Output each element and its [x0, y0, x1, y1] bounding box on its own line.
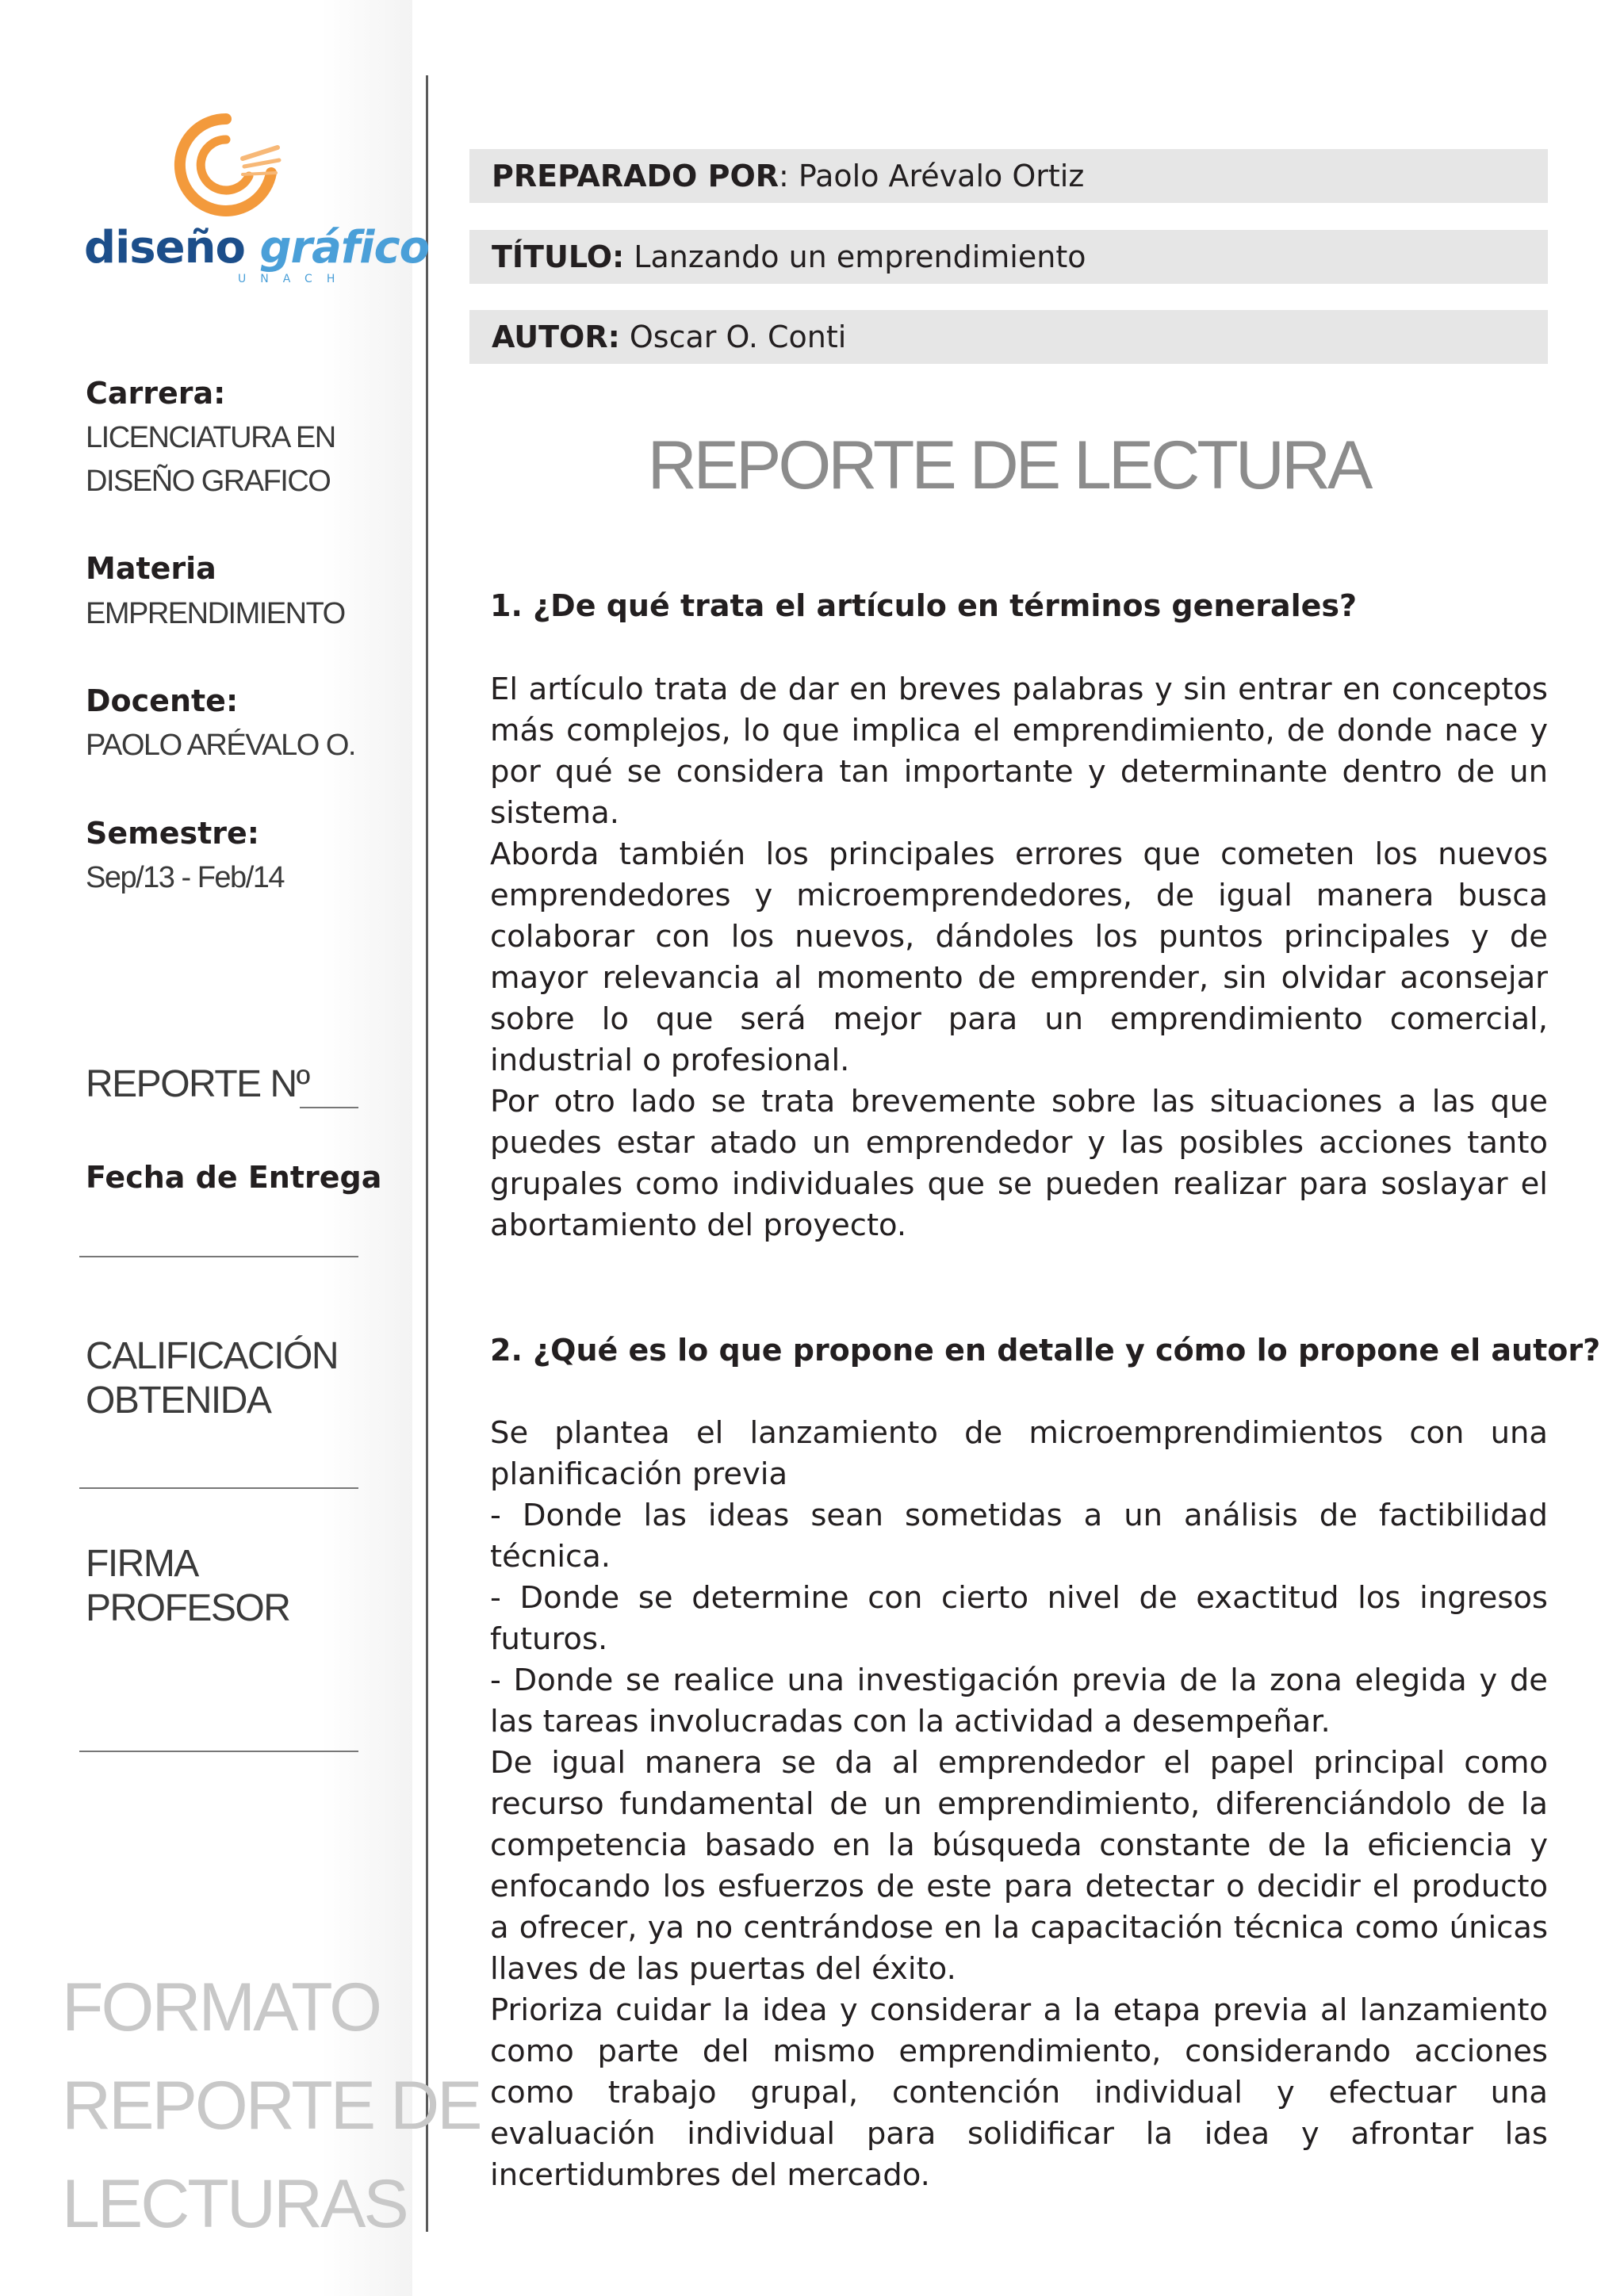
answer-2-paragraph: - Donde las ideas sean sometidas a un análisis de factibilidad técnica.: [490, 1498, 1548, 1575]
answer-2-paragraph: De igual manera se da al emprendedor el papel principal como recurso fundamental de un emprendimiento, diferenciándolo de la competencia basado en la búsqueda constante de la eficiencia y enfocando los esfuerzos de este para detectar o decidir el producto a ofrecer, ya no centrándose en la capacitación técnica como únicas llaves de las puertas del éxito.: [490, 1745, 1548, 1987]
firma-label-1: FIRMA: [86, 1543, 198, 1585]
carrera-value-1: LICENCIATURA EN: [86, 421, 335, 454]
titulo-bar: [469, 230, 1548, 284]
reporte-number-line: [300, 1107, 358, 1108]
sidebar-background: [0, 0, 412, 2296]
docente-value: PAOLO ARÉVALO O.: [86, 729, 355, 762]
preparado-label: PREPARADO POR: [492, 159, 779, 193]
docente-label: Docente:: [86, 683, 239, 718]
logo-word-1: diseño: [84, 222, 245, 274]
carrera-value-2: DISEÑO GRAFICO: [86, 465, 331, 498]
logo-swirl-icon: [167, 111, 285, 222]
firma-label-2: PROFESOR: [86, 1587, 290, 1629]
answer-1-paragraph: Por otro lado se trata brevemente sobre las situaciones a las que puedes estar atado un emprendedor y las posibles acciones tanto grupales como individuales que se pueden realizar para soslayar el abortamiento del proyecto.: [490, 1084, 1548, 1243]
logo: [79, 111, 430, 293]
vertical-divider: [426, 75, 428, 2232]
formato-line-2: REPORTE DE: [62, 2068, 481, 2144]
autor-bar: [469, 310, 1548, 364]
page-title: REPORTE DE LECTURA: [647, 427, 1370, 503]
semestre-value: Sep/13 - Feb/14: [86, 861, 285, 894]
question-2: 2. ¿Qué es lo que propone en detalle y cómo lo propone el autor?: [490, 1333, 1601, 1368]
logo-word-2: gráfico: [259, 222, 430, 274]
fecha-entrega-line: [79, 1256, 358, 1257]
autor-value: Oscar O. Conti: [619, 320, 847, 354]
preparado-value: : Paolo Arévalo Ortiz: [779, 159, 1085, 193]
materia-label: Materia: [86, 551, 216, 586]
answer-1-paragraph: El artículo trata de dar en breves palabras y sin entrar en conceptos más complejos, lo que implica el emprendimiento, de donde nace y por qué se considera tan importante y determinante dentro de un sistema.: [490, 672, 1548, 831]
formato-watermark: [62, 1958, 481, 2253]
answer-2-paragraph: - Donde se determine con cierto nivel de exactitud los ingresos futuros.: [490, 1580, 1548, 1657]
firma-line: [79, 1751, 358, 1752]
answer-1-paragraph: Aborda también los principales errores que cometen los nuevos emprendedores y microemprendedores, de igual manera busca colaborar con los nuevos, dándoles los puntos principales y de mayor relevancia al momento de emprender, sin olvidar aconsejar sobre lo que será mejor para un emprendimiento comercial, industrial o profesional.: [490, 836, 1548, 1078]
answer-2-paragraph: - Donde se realice una investigación previa de la zona elegida y de las tareas involucradas con la actividad a desempeñar.: [490, 1663, 1548, 1739]
reporte-number-label: REPORTE Nº: [86, 1063, 309, 1105]
answer-2: [490, 1413, 1548, 2196]
materia-value: EMPRENDIMIENTO: [86, 597, 345, 630]
fecha-entrega-label: Fecha de Entrega: [86, 1160, 382, 1195]
answer-1: [490, 669, 1548, 1246]
titulo-label: TÍTULO:: [492, 239, 625, 274]
carrera-label: Carrera:: [86, 376, 226, 411]
autor-label: AUTOR:: [492, 320, 620, 354]
titulo-value: Lanzando un emprendimiento: [624, 239, 1086, 274]
calificacion-label-2: OBTENIDA: [86, 1380, 271, 1422]
calificacion-line: [79, 1487, 358, 1489]
logo-wordmark: [84, 222, 429, 274]
calificacion-label-1: CALIFICACIÓN: [86, 1335, 339, 1377]
semestre-label: Semestre:: [86, 816, 260, 851]
answer-2-paragraph: Prioriza cuidar la idea y considerar a la etapa previa al lanzamiento como parte del mismo emprendimiento, considerando acciones como trabajo grupal, contención individual y efectuar una evaluación individual para solidificar la idea y afrontar las incertidumbres del mercado.: [490, 1992, 1548, 2193]
formato-line-1: FORMATO: [62, 1969, 381, 2045]
question-1: 1. ¿De qué trata el artículo en términos generales?: [490, 588, 1358, 623]
answer-2-paragraph: Se plantea el lanzamiento de microemprendimientos con una planificación previa: [490, 1415, 1548, 1492]
logo-subtitle: UNACH: [238, 273, 350, 285]
preparado-bar: [469, 149, 1548, 203]
formato-line-3: LECTURAS: [62, 2166, 407, 2242]
